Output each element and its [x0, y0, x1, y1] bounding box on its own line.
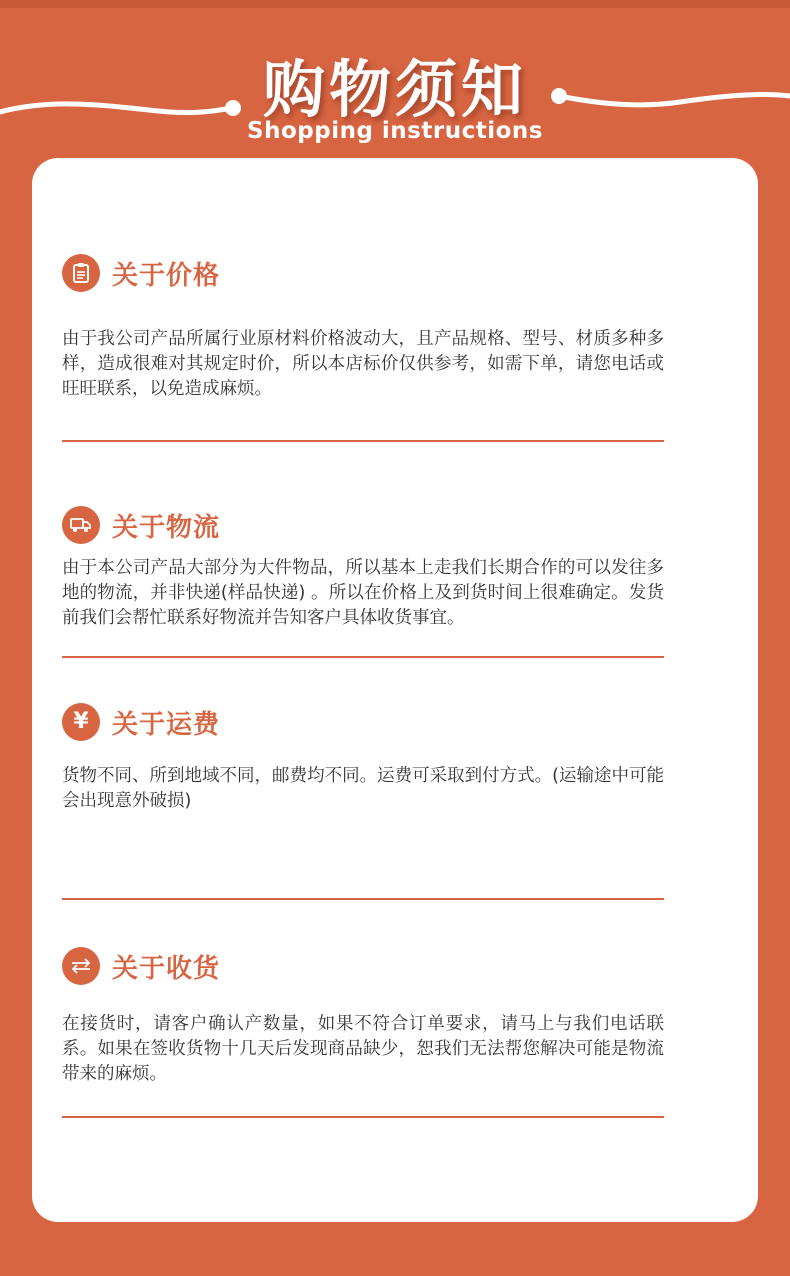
page-title: 购物须知	[262, 53, 527, 126]
section-header	[62, 505, 664, 545]
section-logistics	[62, 505, 664, 545]
section-divider	[62, 898, 664, 900]
section-shipping-fee	[62, 702, 664, 742]
section-body: 由于我公司产品所属行业原材料价格波动大，且产品规格、型号、材质多种多样，造成很难对其规定时价，所以本店标价仅供参考，如需下单，请您电话或旺旺联系，以免造成麻烦。	[62, 329, 664, 399]
yen-icon: ¥	[62, 703, 100, 741]
section-body: 在接货时，请客户确认产数量，如果不符合订单要求，请马上与我们电话联系。如果在签收货物十几天后发现商品缺少，恕我们无法帮您解决可能是物流带来的麻烦。	[62, 1014, 664, 1084]
section-title: 关于收货	[112, 953, 221, 984]
section-header	[62, 702, 664, 742]
page-subtitle: Shopping instructions	[247, 118, 543, 144]
section-header	[62, 253, 664, 293]
section-body: 由于本公司产品大部分为大件物品，所以基本上走我们长期合作的可以发往多地的物流，并非快递(样品快递) 。所以在价格上及到货时间上很难确定。发货前我们会帮忙联系好物流并告知客户具体收货事宜。	[62, 558, 664, 628]
section-receiving	[62, 946, 664, 986]
section-price	[62, 253, 664, 293]
section-title: 关于运费	[112, 709, 221, 740]
section-divider	[62, 656, 664, 658]
section-title: 关于物流	[112, 512, 221, 543]
clipboard-icon	[62, 254, 100, 292]
delivery-truck-icon	[62, 506, 100, 544]
section-title: 关于价格	[112, 260, 221, 291]
section-divider	[62, 1116, 664, 1118]
section-divider	[62, 440, 664, 442]
exchange-arrows-icon	[62, 947, 100, 985]
page-header	[0, 0, 790, 160]
section-body: 货物不同、所到地域不同，邮费均不同。运费可采取到付方式。(运输途中可能会出现意外破损)	[62, 766, 664, 811]
section-header	[62, 946, 664, 986]
